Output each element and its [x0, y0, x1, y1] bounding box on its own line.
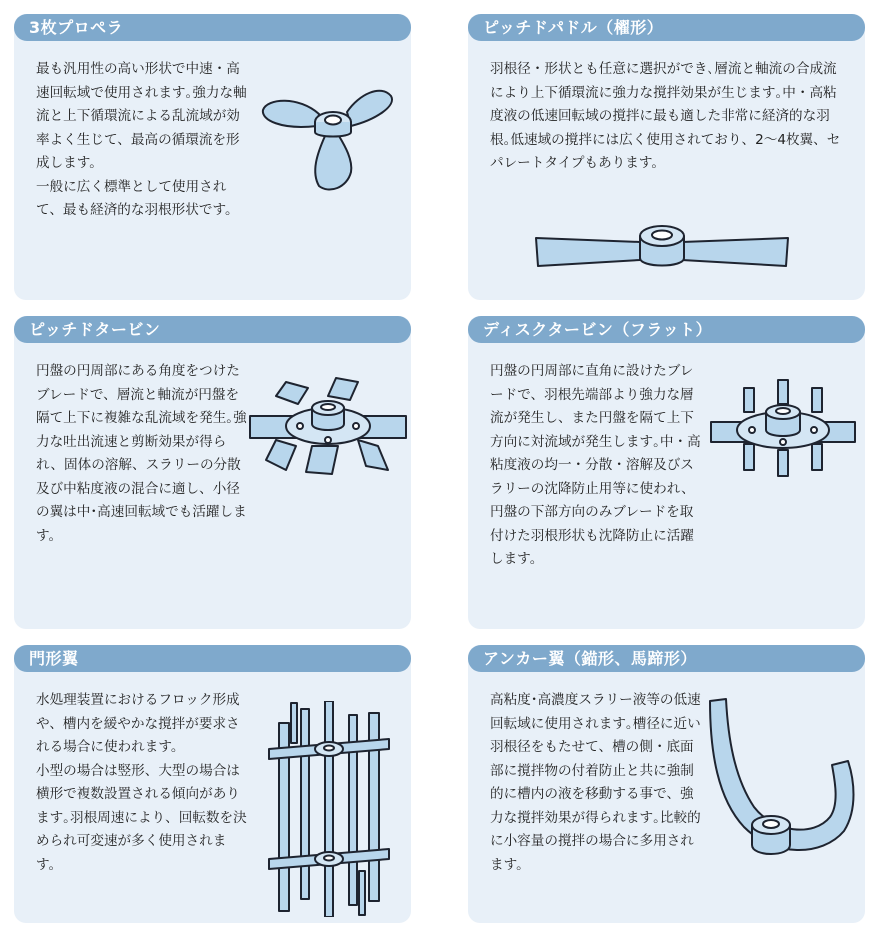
card-description [490, 689, 702, 877]
three-blade-propeller-icon [259, 76, 404, 196]
card-description [36, 58, 248, 223]
paragraph: 羽根径・形状とも任意に選択ができ､層流と軸流の合成流により上下循環流に強力な撹拌効果が生じます｡中・高粘度液の低速回転域の撹拌に最も適した非常に経済的な羽根｡低速域の撹拌には広く使用されており、2〜4枚翼、セパレートタイプもあります。 [490, 61, 841, 171]
paragraph: 円盤の円周部に直角に設けたブレードで、羽根先端部より強力な層流が発生し、また円盤を隔て上下方向に対流域が発生します｡中・高粘度液の均一・分散・溶解及びスラリーの沈降防止用等に使われ、円盤の下部方向のみブレードを取付けた羽根形状も沈降防止に活躍します。 [490, 363, 701, 567]
card-disc-turbine [468, 316, 865, 629]
card-title: 3枚プロペラ [14, 14, 411, 41]
card-title: 門形翼 [14, 645, 411, 672]
anchor-impeller-icon [704, 697, 859, 872]
card-description [36, 360, 248, 548]
paragraph: 水処理装置におけるフロック形成や、槽内を緩やかな撹拌が要求される場合に使われます。 [36, 692, 240, 755]
card-three-blade-propeller [14, 14, 411, 300]
disc-turbine-icon [708, 378, 858, 478]
card-title: ディスクタービン（フラット） [468, 316, 865, 343]
gate-impeller-icon [259, 701, 399, 917]
paragraph: 小型の場合は竪形、大型の場合は横形で複数設置される傾向があります｡羽根周速により、回転数を決められ可変速が多く使用されます。 [36, 762, 247, 873]
card-description [490, 360, 702, 572]
paragraph: 高粘度･高濃度スラリー液等の低速回転域に使用されます｡槽径に近い羽根径をもたせて、槽の側・底面部に撹拌物の付着防止と共に強制的に槽内の液を移動する事で、強力な撹拌効果が得られます｡比較的に小容量の撹拌の場合に多用されます。 [490, 692, 701, 873]
pitched-paddle-icon [532, 222, 792, 284]
card-description [490, 58, 842, 176]
card-gate-impeller [14, 645, 411, 923]
paragraph: 最も汎用性の高い形状で中速・高速回転域で使用されます｡強力な軸流と上下循環流による乱流域が効率よく生じて、最高の循環流を形成します。 [36, 61, 247, 171]
card-pitched-turbine [14, 316, 411, 629]
card-anchor-impeller [468, 645, 865, 923]
paragraph: 円盤の円周部にある角度をつけたブレードで、層流と軸流が円盤を隔て上下に複雑な乱流域を発生｡強力な吐出流速と剪断効果が得られ、固体の溶解、スラリーの分散及び中粘度液の混合に適し、小径の翼は中･高速回転域でも活躍します。 [36, 363, 247, 544]
pitched-turbine-icon [246, 374, 411, 479]
card-pitched-paddle [468, 14, 865, 300]
paragraph: 一般に広く標準として使用されて、最も経済的な羽根形状です。 [36, 178, 239, 218]
card-title: ピッチドパドル（櫂形） [468, 14, 865, 41]
card-title: ピッチドタービン [14, 316, 411, 343]
card-description [36, 689, 248, 877]
card-title: アンカー翼（錨形、馬蹄形） [468, 645, 865, 672]
